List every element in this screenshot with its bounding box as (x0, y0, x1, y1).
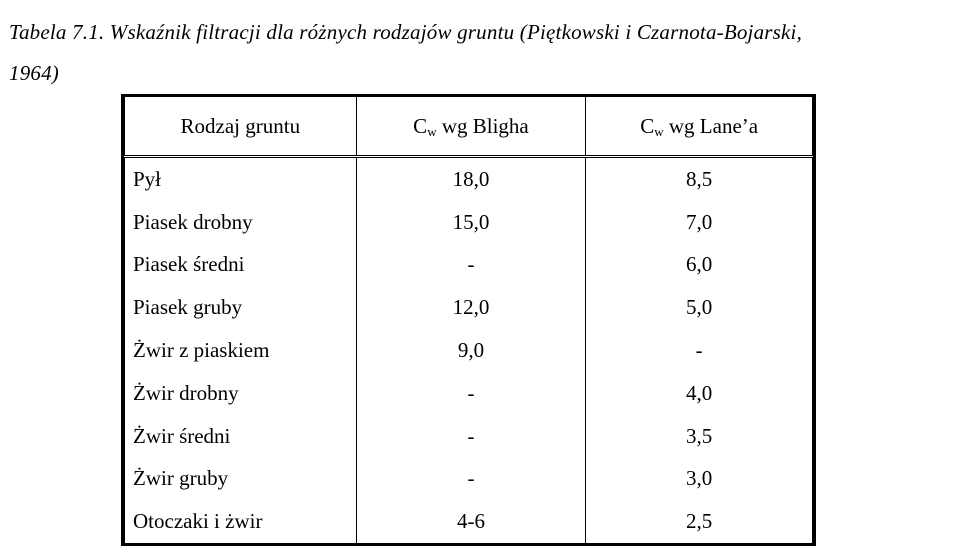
cw-lane-cell: 2,5 (586, 500, 813, 543)
cw-bligh-cell: 15,0 (356, 201, 586, 244)
table-row (125, 244, 813, 287)
table-caption (9, 12, 944, 94)
cw-lane-cell: 7,0 (586, 201, 813, 244)
header-cw-lane-symbol: C (640, 113, 655, 138)
cw-bligh-cell: - (356, 244, 586, 287)
table-row (125, 415, 813, 458)
header-row (125, 97, 813, 157)
filtration-table (124, 97, 813, 543)
cw-bligh-cell: 12,0 (356, 286, 586, 329)
cw-lane-cell: 3,5 (586, 415, 813, 458)
caption-line-1: Tabela 7.1. Wskaźnik filtracji dla różnych rodzajów gruntu (Piętkowski i Czarnota-Bojarski, (9, 20, 803, 44)
cw-bligh-cell: 18,0 (356, 157, 586, 201)
soil-type-cell: Piasek drobny (125, 201, 357, 244)
cw-bligh-cell: 9,0 (356, 329, 586, 372)
header-cw-bligh (356, 97, 586, 157)
cw-lane-cell: - (586, 329, 813, 372)
cw-bligh-cell: - (356, 457, 586, 500)
cw-lane-cell: 3,0 (586, 457, 813, 500)
soil-type-cell: Żwir drobny (125, 372, 357, 415)
header-cw-bligh-subscript: w (427, 123, 437, 139)
soil-type-cell: Pył (125, 157, 357, 201)
soil-type-cell: Piasek gruby (125, 286, 357, 329)
soil-type-cell: Piasek średni (125, 244, 357, 287)
cw-bligh-cell: - (356, 415, 586, 458)
table-body (125, 157, 813, 544)
table-row (125, 500, 813, 543)
header-cw-lane (586, 97, 813, 157)
table-row (125, 457, 813, 500)
cw-lane-cell: 4,0 (586, 372, 813, 415)
header-soil-type: Rodzaj gruntu (125, 97, 357, 157)
cw-lane-cell: 6,0 (586, 244, 813, 287)
table-row (125, 157, 813, 201)
cw-bligh-cell: 4-6 (356, 500, 586, 543)
header-cw-lane-subscript: w (654, 123, 664, 139)
table-row (125, 372, 813, 415)
table-header (125, 97, 813, 157)
header-cw-bligh-text: wg Bligha (436, 113, 529, 138)
cw-lane-cell: 8,5 (586, 157, 813, 201)
soil-type-cell: Otoczaki i żwir (125, 500, 357, 543)
table-row (125, 286, 813, 329)
header-cw-bligh-symbol: C (413, 113, 428, 138)
filtration-table-frame (121, 94, 816, 546)
caption-line-2: 1964) (9, 61, 59, 85)
soil-type-cell: Żwir z piaskiem (125, 329, 357, 372)
table-row (125, 329, 813, 372)
soil-type-cell: Żwir gruby (125, 457, 357, 500)
header-cw-lane-text: wg Lane’a (663, 113, 759, 138)
table-row (125, 201, 813, 244)
cw-lane-cell: 5,0 (586, 286, 813, 329)
cw-bligh-cell: - (356, 372, 586, 415)
soil-type-cell: Żwir średni (125, 415, 357, 458)
